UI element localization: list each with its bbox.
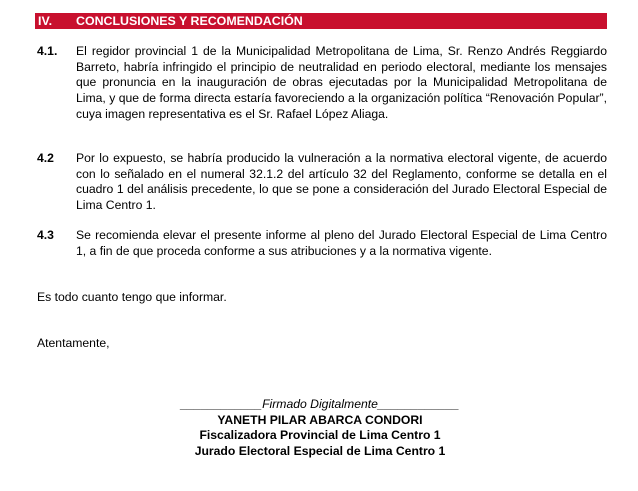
signer-name: YANETH PILAR ABARCA CONDORI xyxy=(217,412,423,427)
recommendation-item xyxy=(37,228,607,259)
conclusion-number: 4.2 xyxy=(37,151,54,165)
signer-organization: Jurado Electoral Especial de Lima Centro 1 xyxy=(194,444,446,459)
conclusion-item xyxy=(37,151,607,214)
recommendation-text: Se recomienda elevar el presente informe al pleno del Jurado Electoral Especial de Lima Centro 1, a fin de que proceda conforme a sus atribuciones y a la normativa vigente. xyxy=(76,228,607,258)
conclusion-text: El regidor provincial 1 de la Municipalidad Metropolitana de Lima, Sr. Renzo Andrés Reggiardo Barreto, habría infringido el principio de neutralidad en periodo electoral, mediante los mensajes que pronuncia en la inauguración de obras ejecutadas por la Municipalidad Metropolitana de Lima, y que de forma directa estaría favoreciendo a la organización política “Renovación Popular”, cuya imagen representativa es el Sr. Rafael López Aliaga. xyxy=(76,44,607,121)
conclusion-item xyxy=(37,44,607,123)
recommendation-number: 4.3 xyxy=(37,228,54,242)
conclusion-number: 4.1. xyxy=(37,44,58,58)
closing-farewell: Atentamente, xyxy=(37,336,110,350)
signature-block xyxy=(140,397,500,460)
conclusion-text: Por lo expuesto, se habría producido la vulneración a la normativa electoral vigente, de acuerdo con lo señalado en el numeral 32.1.2 del artículo 32 del Reglamento, conforme se detalla en el cuadro 1 del análisis precedente, lo que se pone a consideración del Jurado Electoral Especial de Lima Centro 1. xyxy=(76,151,607,213)
closing-statement: Es todo cuanto tengo que informar. xyxy=(37,290,227,304)
signer-position: Fiscalizadora Provincial de Lima Centro 1 xyxy=(199,428,441,443)
section-title: CONCLUSIONES Y RECOMENDACIÓN xyxy=(76,14,303,28)
section-header xyxy=(35,13,607,29)
digital-signature-line: ____________Firmado Digitalmente____________ xyxy=(180,397,460,411)
section-number: IV. xyxy=(38,14,53,28)
